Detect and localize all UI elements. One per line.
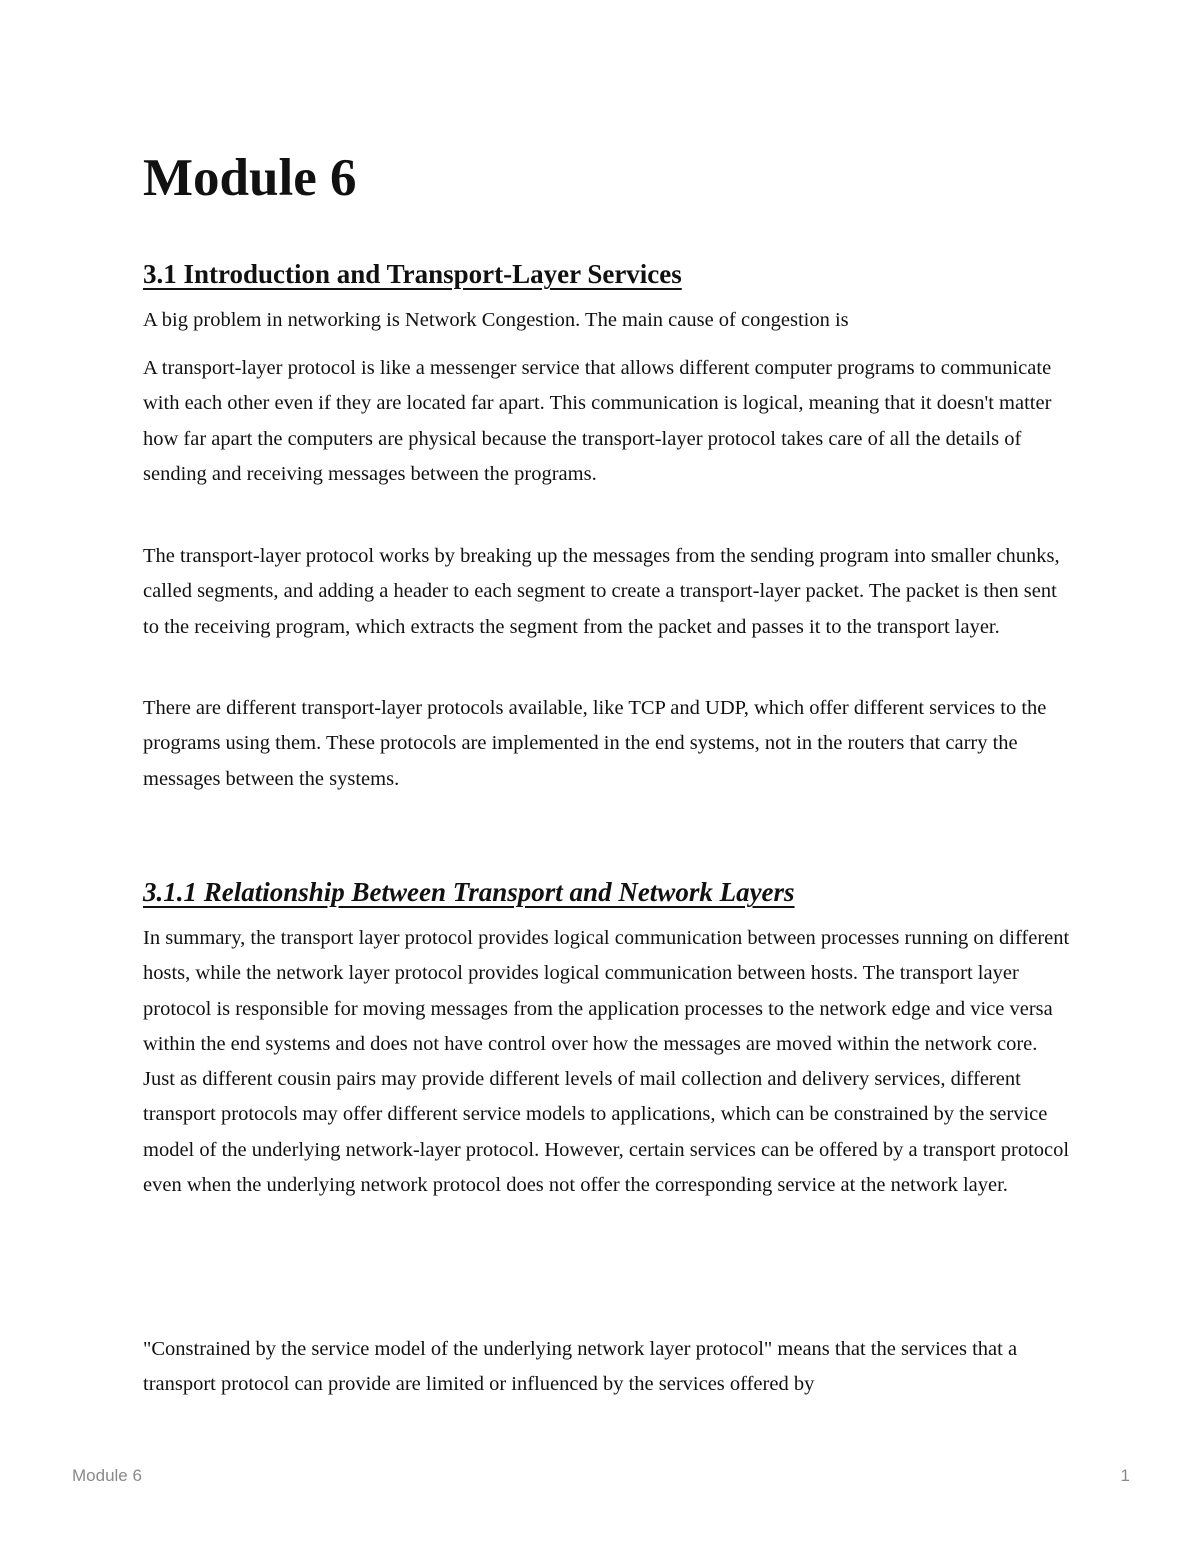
paragraph-congestion: A big problem in networking is Network Congestion. The main cause of congestion is [143,309,849,331]
footer-module-label: Module 6 [72,1466,142,1485]
footer-page-number: 1 [1120,1466,1130,1485]
paragraph-segments: The transport-layer protocol works by breaking up the messages from the sending program into smaller chunks, called segments, and adding a header to each segment to create a transport-layer packet. The packet is then sent to the receiving program, which extracts the segment from the packet and passes it to the transport layer. [143,545,1060,638]
paragraph-tcp-udp: There are different transport-layer protocols available, like TCP and UDP, which offer different services to the programs using them. These protocols are implemented in the end systems, not in the routers that carry the messages between the systems. [143,697,1047,790]
section-heading-intro: 3.1 Introduction and Transport-Layer Services [143,259,682,289]
paragraph-transport-protocol: A transport-layer protocol is like a messenger service that allows different computer programs to communicate with each other even if they are located far apart. This communication is logical, meaning that it doesn't matter how far apart the computers are physical because the transport-layer protocol takes care of all the details of sending and receiving messages between the programs. [143,357,1052,485]
section-heading-relationship: 3.1.1 Relationship Between Transport and Network Layers [143,877,795,907]
page-title: Module 6 [143,149,357,207]
paragraph-constrained: "Constrained by the service model of the underlying network layer protocol" means that the services that a transport protocol can provide are limited or influenced by the services offered by [143,1338,1018,1396]
paragraph-summary: In summary, the transport layer protocol provides logical communication between processes running on different hosts, while the network layer protocol provides logical communication between hosts. The transport layer protocol is responsible for moving messages from the application processes to the network edge and vice versa within the end systems and does not have control over how the messages are moved within the network core. Just as different cousin pairs may provide different levels of mail collection and delivery services, different transport protocols may offer different service models to applications, which can be constrained by the service model of the underlying network-layer protocol. However, certain services can be offered by a transport protocol even when the underlying network protocol does not offer the corresponding service at the network layer. [143,927,1070,1197]
